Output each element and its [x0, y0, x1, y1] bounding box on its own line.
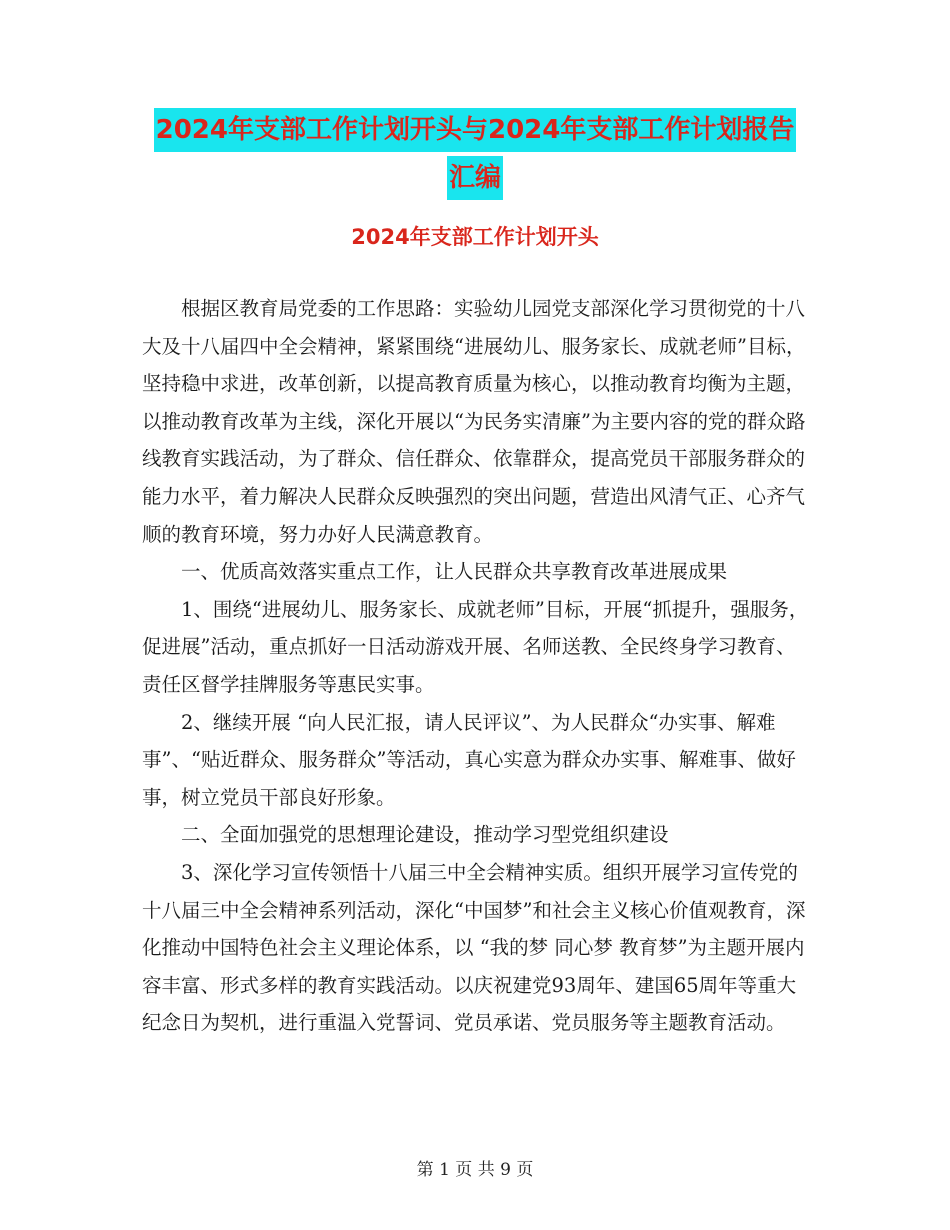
title-line-1: 2024年支部工作计划开头与2024年支部工作计划报告 [154, 108, 797, 152]
section-title: 2024年支部工作计划开头 [351, 225, 599, 249]
paragraph: 1、围绕“进展幼儿、服务家长、成就老师”目标，开展“抓提升，强服务，促进展”活动，重点抓好一日活动游戏开展、名师送教、全民终身学习教育、责任区督学挂牌服务等惠民实事。 [142, 597, 809, 696]
paragraph: 3、深化学习宣传领悟十八届三中全会精神实质。组织开展学习宣传党的十八届三中全会精神系列活动，深化“中国梦”和社会主义核心价值观教育，深化推动中国特色社会主义理论体系，以 “我的梦 同心梦 教育梦”为主题开展内容丰富、形式多样的教育实践活动。以庆祝建党93周年、建国65周年等重大纪念日为契机，进行重温入党誓词、党员承诺、党员服务等主题教育活动。 [142, 860, 806, 1035]
paragraph: 2、继续开展 “向人民汇报，请人民评议”、为人民群众“办实事、解难事”、“贴近群众、服务群众”等活动，真心实意为群众办实事、解难事、做好事，树立党员干部良好形象。 [142, 710, 796, 809]
paragraph: 根据区教育局党委的工作思路：实验幼儿园党支部深化学习贯彻党的十八大及十八届四中全会精神，紧紧围绕“进展幼儿、服务家长、成就老师”目标，坚持稳中求进，改革创新，以提高教育质量为核心，以推动教育均衡为主题，以推动教育改革为主线，深化开展以“为民务实清廉”为主要内容的党的群众路线教育实践活动，为了群众、信任群众、依靠群众，提高党员干部服务群众的能力水平，着力解决人民群众反映强烈的突出问题，营造出风清气正、心齐气顺的教育环境，努力办好人民满意教育。 [142, 297, 806, 546]
title-line-2: 汇编 [447, 156, 503, 200]
document-title [0, 108, 950, 204]
paragraph: 一、优质高效落实重点工作，让人民群众共享教育改革进展成果 [181, 560, 728, 584]
paragraph: 二、全面加强党的思想理论建设，推动学习型党组织建设 [181, 823, 669, 847]
page-footer: 第 1 页 共 9 页 [416, 1160, 534, 1180]
document-body [142, 290, 810, 1042]
